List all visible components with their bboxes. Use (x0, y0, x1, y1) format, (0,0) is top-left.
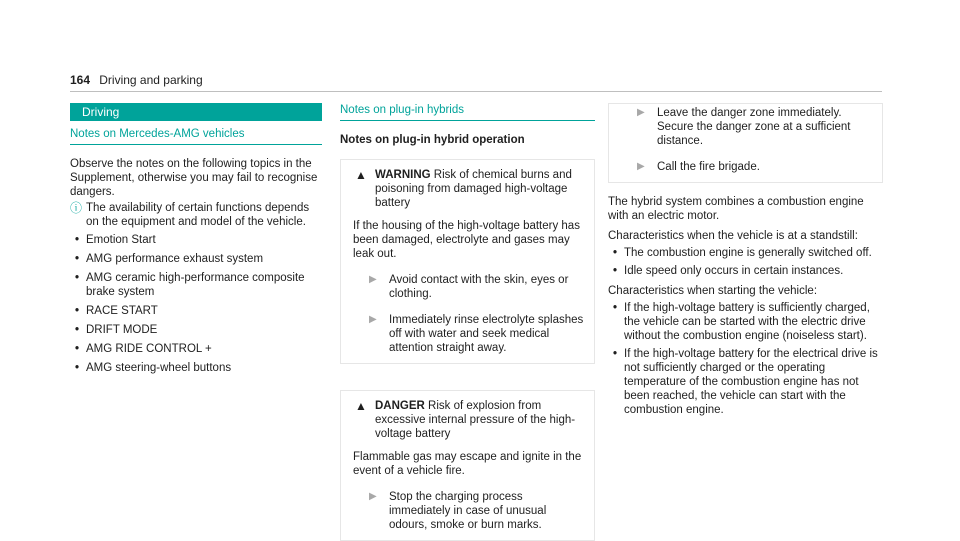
danger-box (340, 390, 595, 541)
danger-step: ▶ Stop the charging process immediately in case of unusual odours, smoke or burn marks. (369, 491, 547, 531)
info-icon: ⓘ (70, 201, 83, 215)
subheading-operation: Notes on plug-in hybrid operation (340, 134, 525, 146)
list-item: • RACE START (70, 304, 322, 318)
list-item: • The combustion engine is generally switched off. (608, 246, 883, 260)
warning-label: WARNING (375, 169, 431, 181)
intro-text: Observe the notes on the following topics in the Supplement, otherwise you may fail to recognise dangers. (70, 158, 318, 198)
danger-risk: Risk of explosion from excessive internal pressure of the high-voltage battery (375, 400, 576, 440)
column-left (70, 103, 322, 380)
column-middle (340, 103, 595, 541)
chapter-bar: Driving (70, 103, 322, 121)
availability-note (70, 201, 322, 229)
warning-risk: Risk of chemical burns and poisoning from damaged high-voltage battery (375, 169, 572, 209)
topic-list (70, 233, 322, 375)
standstill-list (608, 246, 883, 278)
danger-box-continued (608, 103, 883, 183)
list-item: • AMG performance exhaust system (70, 252, 322, 266)
list-item: • DRIFT MODE (70, 323, 322, 337)
arrow-right-icon: ▶ (637, 107, 645, 118)
warning-step: ▶ Avoid contact with the skin, eyes or clothing. (369, 274, 569, 300)
list-item: • Idle speed only occurs in certain instances. (608, 264, 883, 278)
starting-list (608, 301, 883, 417)
warning-triangle-icon: ▲ (355, 399, 367, 413)
arrow-right-icon: ▶ (369, 491, 377, 502)
warning-step: ▶ Immediately rinse electrolyte splashes off with water and seek medical attention straight away. (369, 314, 584, 354)
standstill-heading: Characteristics when the vehicle is at a standstill: (608, 230, 858, 242)
danger-description: Flammable gas may escape and ignite in the event of a vehicle fire. (353, 451, 582, 477)
note-text: The availability of certain functions depends on the equipment and model of the vehicle. (86, 202, 310, 228)
warning-header (355, 168, 584, 210)
page-header (70, 73, 882, 92)
list-item: • If the high-voltage battery for the electrical drive is not sufficiently charged or the operating temperature of the combustion engine has not been reached, the vehicle can start with the combustion engine. (608, 347, 883, 417)
arrow-right-icon: ▶ (369, 314, 377, 325)
column-right (608, 103, 883, 421)
list-item: • AMG RIDE CONTROL + (70, 342, 322, 356)
danger-step: ▶ Call the fire brigade. (637, 161, 760, 173)
list-item: • AMG steering-wheel buttons (70, 361, 322, 375)
hybrid-intro: The hybrid system combines a combustion engine with an electric motor. (608, 196, 864, 222)
arrow-right-icon: ▶ (369, 274, 377, 285)
warning-box (340, 159, 595, 364)
warning-description: If the housing of the high-voltage battery has been damaged, electrolyte and gases may leak out. (353, 220, 580, 260)
list-item: • AMG ceramic high-performance composite brake system (70, 271, 322, 299)
page-number: 164 (70, 73, 91, 87)
starting-heading: Characteristics when starting the vehicle: (608, 285, 818, 297)
danger-header (355, 399, 584, 441)
section-heading-plugin: Notes on plug-in hybrids (340, 103, 595, 121)
warning-triangle-icon: ▲ (355, 168, 367, 182)
danger-label: DANGER (375, 400, 425, 412)
section-heading-amg: Notes on Mercedes-AMG vehicles (70, 127, 322, 145)
list-item: • Emotion Start (70, 233, 322, 247)
danger-step: ▶ Leave the danger zone immediately. Secure the danger zone at a sufficient distance. (637, 107, 851, 147)
arrow-right-icon: ▶ (637, 161, 645, 172)
page-section-title: Driving and parking (99, 73, 203, 87)
list-item: • If the high-voltage battery is sufficiently charged, the vehicle can be started with the electric drive without the combustion engine (noiseless start). (608, 301, 883, 343)
